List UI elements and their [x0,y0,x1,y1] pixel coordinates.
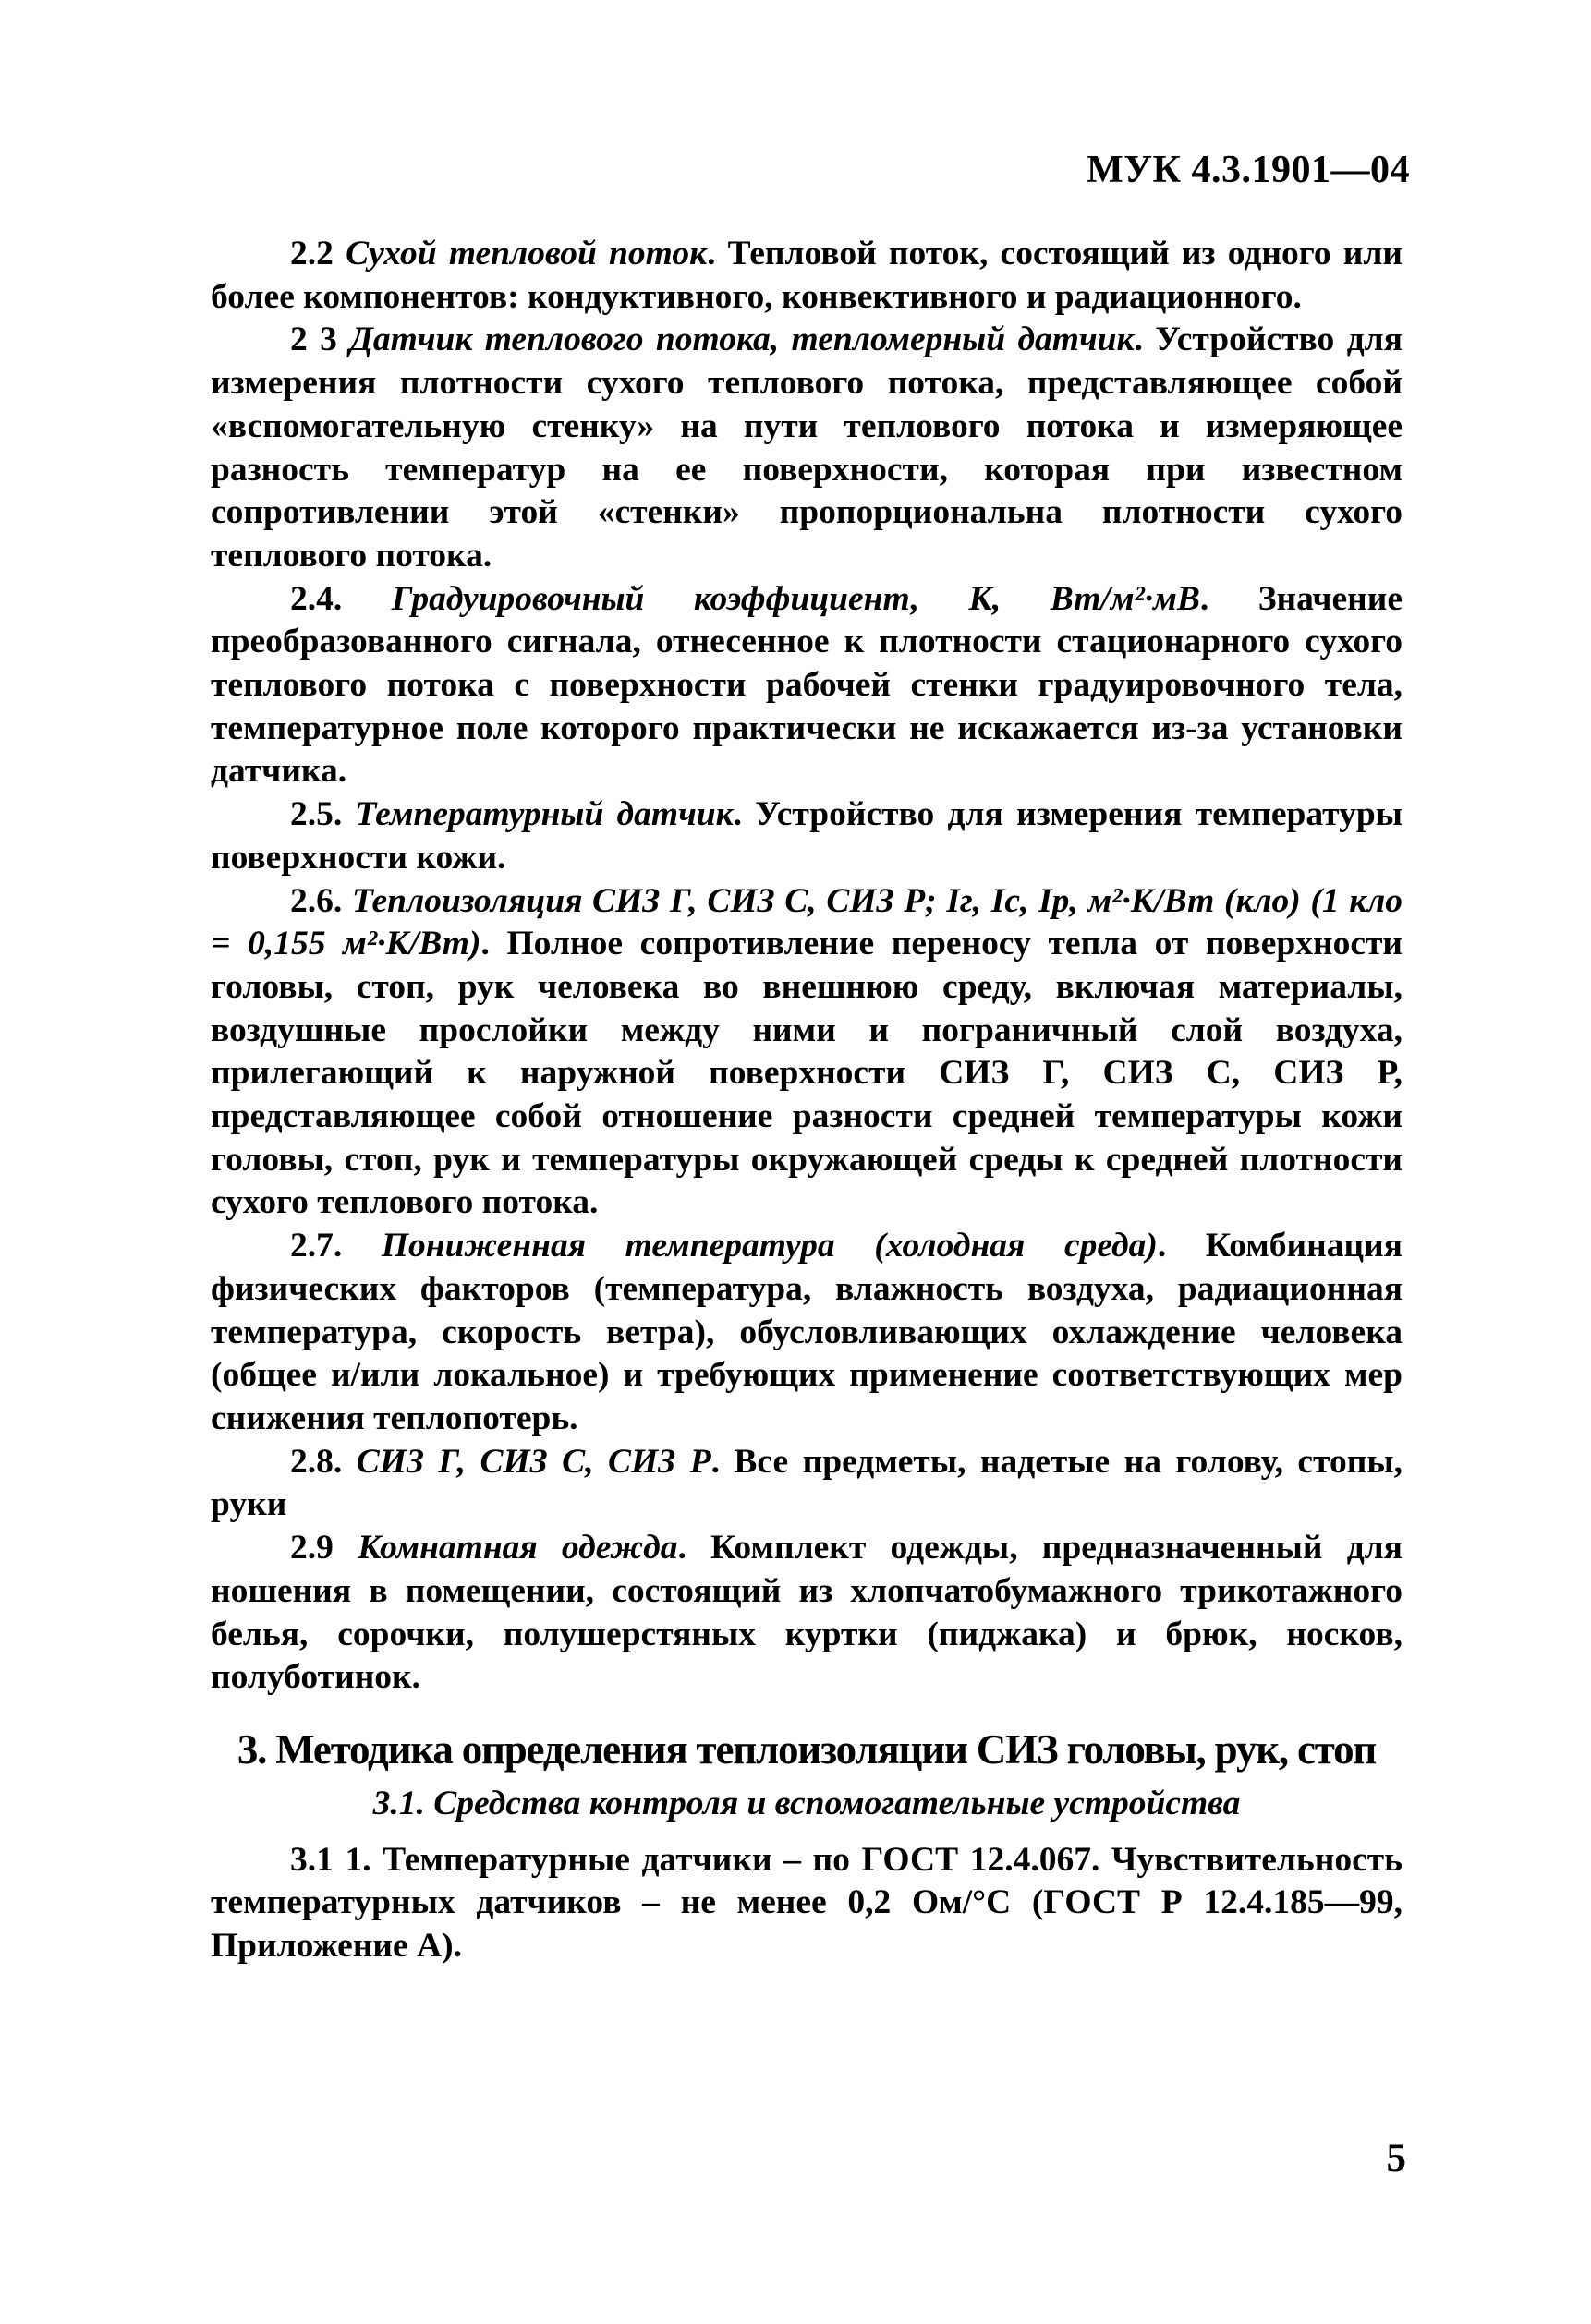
clause-number: 2.8. [290,1442,357,1481]
definition-paragraph [211,233,1403,319]
clause-number: 2.2 [290,235,346,272]
definition-text: . Комбинация физических факторов (температура, влажность воздуха, радиационная температура, скорость ветра), обусловливающих охлаждение человека (общее и/или локальное) и требующих применение соответствующих мер снижения теплопотерь. [211,1227,1403,1437]
definition-paragraph [211,880,1403,1226]
clause-number: 2 3 [290,321,350,359]
defined-term: Пониженная температура (холодная среда) [381,1227,1158,1265]
definition-text: . Все предметы, надетые на голову, стопы, руки [211,1442,1403,1524]
defined-term: Температурный датчик [355,795,734,834]
document-code: МУК 4.3.1901—04 [1087,149,1410,191]
definition-paragraph [211,1225,1403,1441]
definition-text: . Устройство для измерения температуры поверхности кожи. [211,795,1403,877]
clause-number: 2.4. [290,579,392,618]
defined-term: Градуировочный коэффициент, К, Вт/м²·мВ [391,579,1200,618]
definition-paragraph [211,1441,1403,1527]
definition-paragraph [211,578,1403,794]
section-paragraph: 3.1 1. Температурные датчики – по ГОСТ 12.4.067. Чувствительность температурных датчиков – не менее 0,2 Ом/°С (ГОСТ Р 12.4.185—99, Приложение А). [211,1840,1403,1966]
definition-text: . Устройство для измерения плотности сухого теплового потока, представляющее собой «вспомогательную стенку» на пути теплового потока и измеряющее разность температур на ее поверхности, которая при известном сопротивлении этой «стенки» пропорциональна плотности сухого теплового потока. [211,321,1403,575]
clause-number: 2.6. [290,881,352,920]
definition-text: . Значение преобразованного сигнала, отнесенное к плотности стационарного сухого теплового потока с поверхности рабочей стенки градуировочного тела, температурное поле которого практически не искажается из-за установки датчика. [211,579,1403,791]
clause-number: 2.9 [290,1529,358,1567]
definition-paragraph [211,319,1403,577]
defined-term: Сухой тепловой поток [346,235,708,272]
definition-text: . Полное сопротивление переносу тепла от поверхности головы, стоп, рук человека во внешнюю среду, включая материалы, воздушные прослойки между ними и пограничный слой воздуха, прилегающий к наружной поверхности СИЗ Г, СИЗ С, СИЗ Р, представляющее собой отношение разности средней температуры кожи головы, стоп, рук и температуры окружающей среды к средней плотности сухого теплового потока. [211,925,1403,1222]
defined-term: Комнатная одежда [358,1529,678,1567]
clause-number: 2.5. [290,795,356,834]
defined-term: Датчик теплового потока, тепломерный датчик [349,321,1135,359]
definition-paragraph [211,1527,1403,1700]
definition-paragraph [211,793,1403,879]
definition-text: . Комплект одежды, предназначенный для ношения в помещении, состоящий из хлопчатобумажного трикотажного белья, сорочки, полушерстяных куртки (пиджака) и брюк, носков, полуботинок. [211,1529,1403,1697]
definition-text: . Тепловой поток, состоящий из одного или более компонентов: кондуктивного, конвективного и радиационного. [211,235,1403,316]
page-number: 5 [1386,2136,1406,2180]
defined-term: Теплоизоляция СИЗ Г, СИЗ С, СИЗ Р; Iг, Iс, Iр, м²·К/Вт (кло) (1 кло = 0,155 м²·К/Вт) [211,881,1403,963]
defined-term: СИЗ Г, СИЗ С, СИЗ Р [356,1442,711,1481]
clause-number: 2.7. [290,1227,382,1265]
document-body [211,233,1403,1968]
section-heading: 3. Методика определения теплоизоляции СИЗ головы, рук, стоп [237,1725,1377,1773]
subsection-heading: 3.1. Средства контроля и вспомогательные устройства [372,1784,1241,1822]
